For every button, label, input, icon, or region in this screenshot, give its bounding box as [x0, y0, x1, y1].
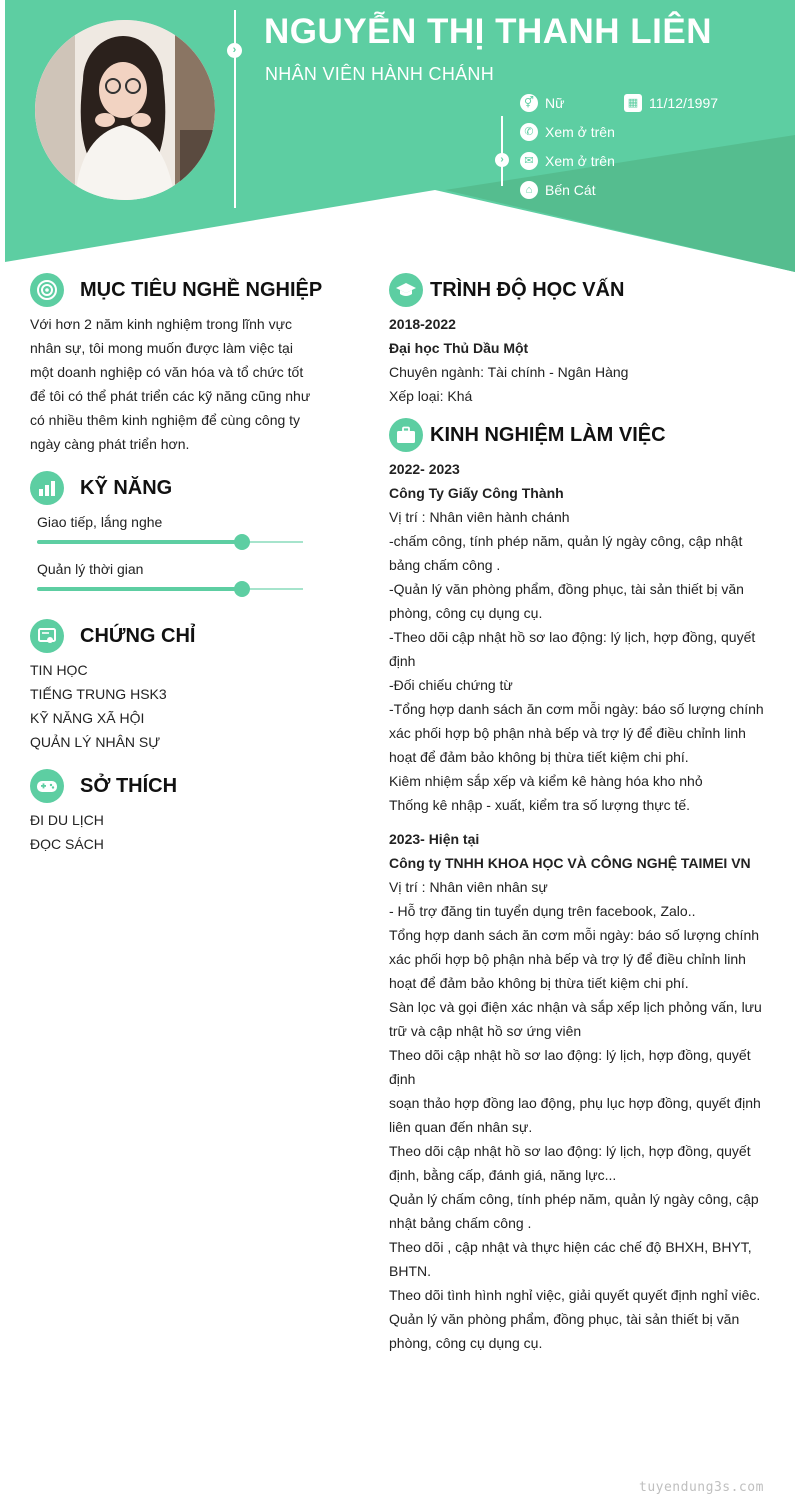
bar-chart-icon: [30, 471, 64, 505]
phone-icon: ✆: [520, 123, 538, 141]
objective-line: một doanh nghiệp có văn hóa và tổ chức tốt: [30, 364, 304, 380]
contact-email-text: Xem ở trên: [545, 153, 615, 169]
job-detail-line: Vị trí : Nhân viên nhân sự: [389, 879, 548, 895]
target-icon: [30, 273, 64, 307]
briefcase-icon: [389, 418, 423, 452]
watermark: tuyendung3s.com: [639, 1480, 764, 1495]
education-title: TRÌNH ĐỘ HỌC VẤN: [430, 278, 625, 301]
objective-title: MỤC TIÊU NGHỀ NGHIỆP: [80, 278, 323, 301]
job-detail-line: liên quan đến nhân sự.: [389, 1119, 533, 1135]
job-detail-line: Vị trí : Nhân viên hành chánh: [389, 509, 570, 525]
job-detail-line: hoạt để đảm bảo không bị thừa tiết kiệm chi phí.: [389, 749, 689, 765]
contact-gender: [520, 94, 564, 112]
job-detail-line: Theo dõi , cập nhật và thực hiện các chế độ BHXH, BHYT,: [389, 1239, 752, 1255]
calendar-icon: ▦: [624, 94, 642, 112]
chevron-right-icon: ›: [227, 43, 242, 58]
skill-label: Giao tiếp, lắng nghe: [37, 514, 163, 530]
skills-heading: [30, 471, 172, 505]
job-detail-line: Quản lý chấm công, tính phép năm, quản lý ngày công, cập: [389, 1191, 759, 1207]
certificate-item: TIẾNG TRUNG HSK3: [30, 686, 167, 702]
candidate-name: NGUYỄN THỊ THANH LIÊN: [264, 12, 712, 51]
objective-text: [30, 312, 314, 456]
job-detail-line: Tổng hợp danh sách ăn cơm mỗi ngày: báo số lượng chính: [389, 927, 760, 943]
contact-phone-text: Xem ở trên: [545, 124, 615, 140]
experience-title: KINH NGHIỆM LÀM VIỆC: [430, 423, 666, 446]
objective-heading: [30, 273, 322, 307]
skill-bar-fill: [37, 540, 242, 544]
job-detail-line: Theo dõi cập nhật hồ sơ lao động: lý lịch, hợp đồng, quyết: [389, 1047, 751, 1063]
job-detail-line: phòng, công cụ dụng cụ.: [389, 605, 543, 621]
email-icon: ✉: [520, 152, 538, 170]
job-detail-line: -chấm công, tính phép năm, quản lý ngày công, cập nhật: [389, 533, 743, 549]
certificates-title: CHỨNG CHỈ: [80, 624, 196, 647]
certificate-item: QUẢN LÝ NHÂN SỰ: [30, 734, 161, 750]
home-icon: ⌂: [520, 181, 538, 199]
job-period: 2022- 2023: [389, 461, 460, 477]
job-entry-1: [389, 457, 764, 817]
objective-line: để tôi có thể phát triển các kỹ năng cũng như: [30, 388, 311, 404]
education-grade: Xếp loại: Khá: [389, 388, 473, 404]
job-detail-line: xác phối hợp bộ phận nhà bếp và trợ lý để điều chỉnh linh: [389, 725, 746, 741]
contact-divider: [501, 116, 503, 186]
job-detail-line: phòng, công cụ dụng cụ.: [389, 1335, 543, 1351]
job-detail-line: xác phối hợp bộ phận nhà bếp và trợ lý để điều chỉnh linh: [389, 951, 746, 967]
header-divider: [234, 10, 236, 208]
job-detail-line: soạn thảo hợp đồng lao động, phụ lục hợp đồng, quyết định: [389, 1095, 761, 1111]
job-detail-line: hoạt để đảm bảo không bị thừa tiết kiệm chi phí.: [389, 975, 689, 991]
certificates-list: [30, 658, 310, 754]
job-detail-line: trữ và cập nhật hồ sơ ứng viên: [389, 1023, 582, 1039]
job-period: 2023- Hiện tại: [389, 831, 480, 847]
education-school: Đại học Thủ Dầu Một: [389, 340, 529, 356]
skill-bar-fill: [37, 587, 242, 591]
hobby-item: ĐỌC SÁCH: [30, 836, 104, 852]
chevron-right-icon: ›: [495, 153, 509, 167]
job-detail-line: Sàn lọc và gọi điện xác nhận và sắp xếp lịch phỏng vấn, lưu: [389, 999, 762, 1015]
education-heading: [389, 273, 624, 307]
skill-level-knob: [234, 581, 250, 597]
job-entry-2: [389, 827, 761, 1355]
education-major: Chuyên ngành: Tài chính - Ngân Hàng: [389, 364, 629, 380]
job-detail-line: Theo dõi tình hình nghỉ việc, giải quyết quyết định nghỉ viêc.: [389, 1287, 761, 1303]
graduation-cap-icon: [389, 273, 423, 307]
contact-phone: [520, 123, 615, 141]
job-detail-line: định, bằng cấp, đánh giá, năng lực...: [389, 1167, 617, 1183]
certificate-item: TIN HỌC: [30, 662, 88, 678]
job-detail-line: nhật bảng chấm công .: [389, 1215, 532, 1231]
job-company: Công ty TNHH KHOA HỌC VÀ CÔNG NGHỆ TAIMEI VN: [389, 855, 751, 871]
contact-email: [520, 152, 615, 170]
contact-birthday-text: 11/12/1997: [649, 95, 719, 111]
certificate-item: KỸ NĂNG XÃ HỘI: [30, 710, 145, 726]
objective-line: Với hơn 2 năm kinh nghiệm trong lĩnh vực: [30, 316, 292, 332]
hobby-item: ĐI DU LỊCH: [30, 812, 104, 828]
job-detail-line: -Đối chiếu chứng từ: [389, 677, 513, 693]
job-detail-line: Quản lý văn phòng phẩm, đồng phục, tài sản thiết bị văn: [389, 1311, 740, 1327]
hobbies-list: [30, 808, 310, 856]
job-detail-line: Thống kê nhập - xuất, kiểm tra số lượng thực tế.: [389, 797, 691, 813]
education-period: 2018-2022: [389, 316, 456, 332]
contact-birthday: [624, 94, 718, 112]
job-detail-line: bảng chấm công .: [389, 557, 501, 573]
skill-level-knob: [234, 534, 250, 550]
objective-line: ngày càng phát triển hơn.: [30, 436, 190, 452]
job-detail-line: định: [389, 1071, 416, 1087]
education-details: [389, 312, 761, 408]
profile-photo: [35, 20, 215, 200]
contact-address-text: Bến Cát: [545, 182, 596, 198]
certificate-icon: [30, 619, 64, 653]
contact-gender-text: Nữ: [545, 95, 565, 111]
objective-line: có nhiều thêm kinh nghiệm để cùng công ty: [30, 412, 301, 428]
objective-line: nhân sự, tôi mong muốn được làm việc tại: [30, 340, 293, 356]
job-detail-line: Kiêm nhiệm sắp xếp và kiểm kê hàng hóa kho nhỏ: [389, 773, 703, 789]
job-detail-line: - Hỗ trợ đăng tin tuyển dụng trên facebook, Zalo..: [389, 903, 696, 919]
job-detail-line: BHTN.: [389, 1263, 431, 1279]
job-detail-line: -Quản lý văn phòng phẩm, đồng phục, tài sản thiết bị văn: [389, 581, 744, 597]
job-detail-line: -Tổng hợp danh sách ăn cơm mỗi ngày: báo số lượng chính: [389, 701, 764, 717]
job-company: Công Ty Giấy Công Thành: [389, 485, 564, 501]
skill-label: Quản lý thời gian: [37, 561, 144, 577]
hobbies-title: SỞ THÍCH: [80, 774, 178, 797]
job-detail-line: -Theo dõi cập nhật hồ sơ lao động: lý lịch, hợp đồng, quyết: [389, 629, 756, 645]
certificates-heading: [30, 619, 195, 653]
job-detail-line: Theo dõi cập nhật hồ sơ lao động: lý lịch, hợp đồng, quyết: [389, 1143, 751, 1159]
experience-heading: [389, 418, 666, 452]
skills-title: KỸ NĂNG: [80, 476, 173, 499]
job-detail-line: định: [389, 653, 416, 669]
candidate-title: NHÂN VIÊN HÀNH CHÁNH: [265, 64, 495, 84]
gender-icon: ⚥: [520, 94, 538, 112]
contact-address: [520, 181, 596, 199]
hobbies-heading: [30, 769, 177, 803]
gamepad-icon: [30, 769, 64, 803]
